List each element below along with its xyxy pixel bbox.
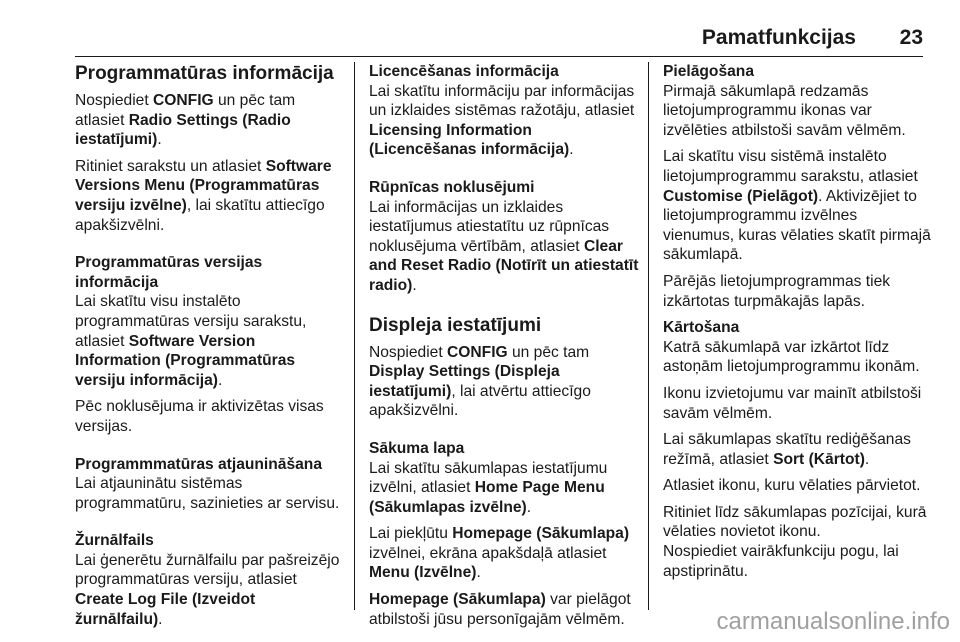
column-1 (75, 62, 345, 636)
paragraph: Nospiediet CONFIG un pēc tam atlasiet Radio Settings (Radio iestatījumi). (75, 92, 296, 149)
paragraph: Lai atjauninātu sistēmas programmatūru, sazinieties ar servisu. (75, 475, 340, 512)
paragraph: Ritiniet sarakstu un atlasiet Software Versions Menu (Programmatūras versiju izvēlne), lai skatītu attiecīgo apakšizvēlni. (75, 157, 332, 234)
paragraph: Pirmajā sākumlapā redzamās lietojumprogrammu ikonas var izvēlēties atbilstoši savām vēlmēm. (663, 82, 906, 139)
paragraph: Nospiediet CONFIG un pēc tam Display Settings (Displeja iestatījumi), lai atvērtu attiecīgo apakšizvēlni. (369, 343, 591, 420)
subheading-home-page: Sākuma lapa (369, 439, 465, 457)
column-divider-2 (648, 62, 649, 610)
subheading-update: Programmmatūras atjaunināšana (75, 455, 322, 473)
column-2 (369, 62, 639, 636)
watermark: carmanualsonline.info (716, 608, 950, 635)
paragraph: Pārējās lietojumprogrammas tiek izkārtotas turpmākajās lapās. (663, 272, 891, 310)
column-3 (663, 62, 931, 588)
paragraph: Katrā sākumlapā var izkārtot līdz astoņām lietojumprogrammu ikonām. (663, 338, 920, 376)
subheading-log-file: Žurnālfails (75, 532, 154, 550)
paragraph: Lai sākumlapas skatītu rediģēšanas režīmā, atlasiet Sort (Kārtot). (663, 431, 911, 468)
column-divider-1 (354, 62, 355, 610)
paragraph: Lai ģenerētu žurnālfailu par pašreizējo programmatūras versiju, atlasiet Create Log File (Izveidot žurnālfailu). (75, 551, 340, 628)
page-header (0, 0, 960, 56)
paragraph: Nospiediet vairākfunkciju pogu, lai apstiprinātu. (663, 543, 899, 580)
subheading-licensing: Licencēšanas informācija (369, 63, 559, 80)
paragraph: Pēc noklusējuma ir aktivizētas visas versijas. (75, 398, 324, 435)
paragraph: Lai skatītu visu instalēto programmatūras versiju sarakstu, atlasiet Software Version Information (Programmatūras versiju informācija). (75, 293, 307, 389)
paragraph: Homepage (Sākumlapa) var pielāgot atbilstoši jūsu personīgajām vēlmēm. (369, 591, 631, 628)
paragraph: Ikonu izvietojumu var mainīt atbilstoši savām vēlmēm. (663, 384, 922, 422)
subheading-version-info: Programmatūras versijas informācija (75, 254, 263, 291)
paragraph: Lai skatītu visu sistēmā instalēto lietojumprogrammu sarakstu, atlasiet Customise (Pielāgot). Aktivizējiet to lietojumprogrammu izvēlnes vienumus, kuras vēlaties skatīt pirmajā sākumlapā. (663, 148, 931, 264)
subheading-sort: Kārtošana (663, 319, 740, 337)
paragraph: Lai piekļūtu Homepage (Sākumlapa) izvēlnei, ekrāna apakšdaļā atlasiet Menu (Izvēlne). (369, 525, 630, 582)
header-rule (75, 56, 923, 57)
section-heading-display-settings: Displeja iestatījumi (369, 314, 542, 336)
section-heading-software-info: Programmatūras informācija (75, 63, 334, 84)
paragraph: Ritiniet līdz sākumlapas pozīcijai, kurā vēlaties novietot ikonu. (663, 503, 927, 541)
paragraph: Atlasiet ikonu, kuru vēlaties pārvietot. (663, 477, 921, 495)
page-number: 23 (899, 26, 923, 49)
paragraph: Lai skatītu informāciju par informācijas un izklaides sistēmas ražotāju, atlasiet Licensing Information (Licencēšanas informācija). (369, 82, 635, 159)
running-header-title: Pamatfunkcijas (701, 26, 856, 49)
paragraph: Lai informācijas un izklaides iestatījumus atiestatītu uz rūpnīcas noklusējuma vērtībām, atlasiet Clear and Reset Radio (Notīrīt un atiestatīt radio). (369, 198, 639, 294)
paragraph: Lai skatītu sākumlapas iestatījumu izvēlni, atlasiet Home Page Menu (Sākumlapas izvēlne). (369, 459, 608, 516)
subheading-factory-defaults: Rūpnīcas noklusējumi (369, 178, 535, 196)
subheading-customise: Pielāgošana (663, 63, 755, 80)
